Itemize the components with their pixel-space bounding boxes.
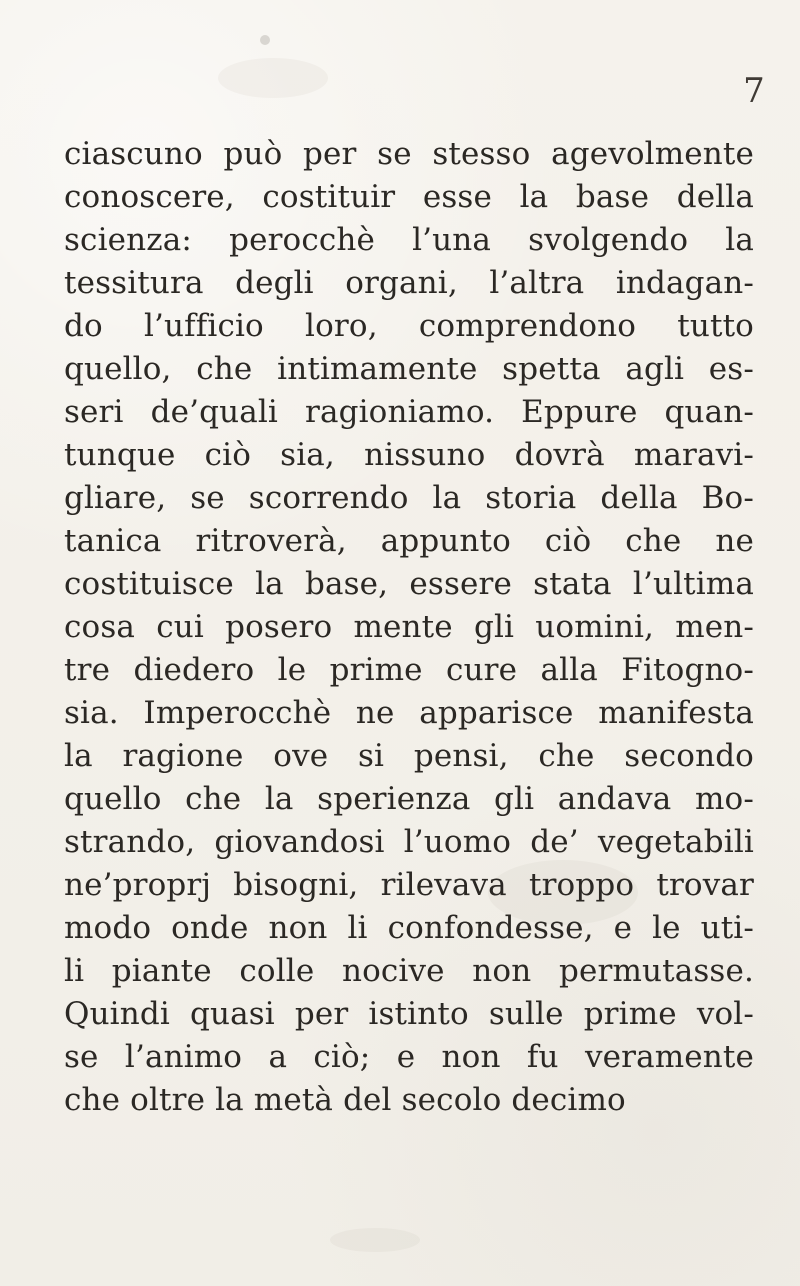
paper-stain xyxy=(218,58,328,98)
text-line: Quindi quasi per istinto sulle prime vol- xyxy=(64,996,754,1032)
paper-stain xyxy=(330,1228,420,1252)
text-line: tre diedero le prime cure alla Fitogno- xyxy=(64,652,754,688)
ink-speck xyxy=(260,35,270,45)
body-text xyxy=(64,133,754,1122)
text-line: tessitura degli organi, l’altra indagan- xyxy=(64,265,754,301)
page-number: 7 xyxy=(743,71,765,111)
text-line: strando, giovandosi l’uomo de’ vegetabili xyxy=(64,824,754,860)
text-line: conoscere, costituir esse la base della xyxy=(64,179,754,215)
text-line: do l’ufficio loro, comprendono tutto xyxy=(64,308,754,344)
text-line: ciascuno può per se stesso agevolmente xyxy=(64,136,754,172)
text-line: che oltre la metà del secolo decimo xyxy=(64,1082,626,1118)
text-line: ne’proprj bisogni, rilevava troppo trovar xyxy=(64,867,754,903)
text-line: la ragione ove si pensi, che secondo xyxy=(64,738,754,774)
text-line: scienza: perocchè l’una svolgendo la xyxy=(64,222,754,258)
text-line: modo onde non li confondesse, e le uti- xyxy=(64,910,754,946)
text-line: sia. Imperocchè ne apparisce manifesta xyxy=(64,695,754,731)
text-line: tanica ritroverà, appunto ciò che ne xyxy=(64,523,754,559)
text-line: costituisce la base, essere stata l’ultima xyxy=(64,566,754,602)
text-line: cosa cui posero mente gli uomini, men- xyxy=(64,609,754,645)
text-line: se l’animo a ciò; e non fu veramente xyxy=(64,1039,754,1075)
text-line: quello che la sperienza gli andava mo- xyxy=(64,781,754,817)
text-line: tunque ciò sia, nissuno dovrà maravi- xyxy=(64,437,754,473)
text-line: li piante colle nocive non permutasse. xyxy=(64,953,754,989)
text-line: quello, che intimamente spetta agli es- xyxy=(64,351,754,387)
text-line: seri de’quali ragioniamo. Eppure quan- xyxy=(64,394,754,430)
text-line: gliare, se scorrendo la storia della Bo- xyxy=(64,480,754,516)
